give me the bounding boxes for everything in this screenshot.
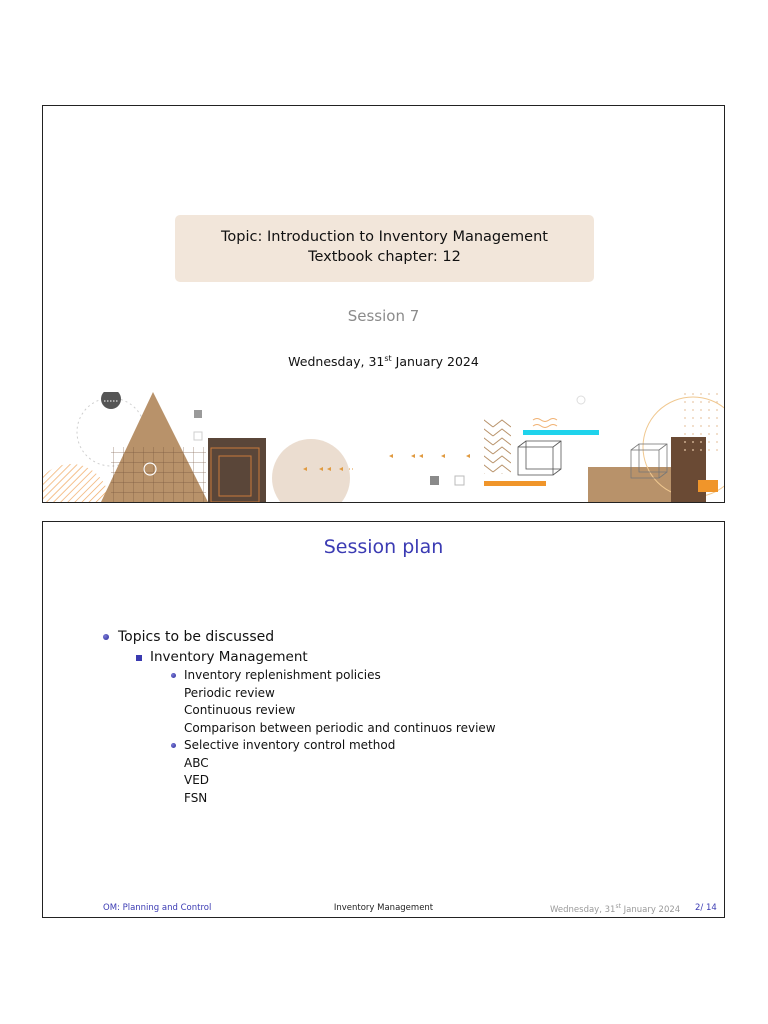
list-item: Inventory replenishment policies xyxy=(101,667,496,685)
beige-circle-shape xyxy=(272,439,350,502)
topic-title: Topic: Introduction to Inventory Management xyxy=(221,229,548,245)
decorative-banner xyxy=(43,392,725,502)
title-slide xyxy=(42,105,725,503)
square-bullet-icon xyxy=(136,655,142,661)
list-item: Comparison between periodic and continuos review xyxy=(184,720,496,735)
footer-page-number[interactable]: 2/ 14 xyxy=(695,903,717,913)
slide-title: Session plan xyxy=(323,536,444,558)
list-item: ABC xyxy=(184,755,209,770)
session-label: Session 7 xyxy=(347,307,420,325)
hatched-circle-shape xyxy=(43,464,109,502)
slide-footer xyxy=(43,899,724,917)
chevron-block-shape xyxy=(484,419,511,474)
list-item: Selective inventory control method xyxy=(101,737,496,755)
session-plan-slide xyxy=(42,521,725,918)
list-item: FSN xyxy=(184,790,208,805)
cyan-bar-shape xyxy=(523,430,599,435)
list-item: Periodic review xyxy=(184,685,275,700)
bullet-icon xyxy=(171,673,176,678)
slide-date: Wednesday, 31st January 2024 xyxy=(288,354,479,370)
bullet-icon xyxy=(171,743,176,748)
footer-course-link[interactable]: OM: Planning and Control xyxy=(103,903,212,913)
footer-date: Wednesday, 31st January 2024 xyxy=(550,903,681,915)
list-item: Continuous review xyxy=(184,703,296,717)
bullet-icon xyxy=(103,634,109,640)
footer-section-title[interactable]: Inventory Management xyxy=(333,903,434,913)
list-item: Topics to be discussed xyxy=(101,627,496,647)
topic-box xyxy=(175,215,594,282)
list-item: VED xyxy=(184,773,210,787)
textbook-chapter: Textbook chapter: 12 xyxy=(308,249,461,265)
bullet-list xyxy=(101,627,496,807)
list-item: Inventory Management xyxy=(101,647,496,667)
